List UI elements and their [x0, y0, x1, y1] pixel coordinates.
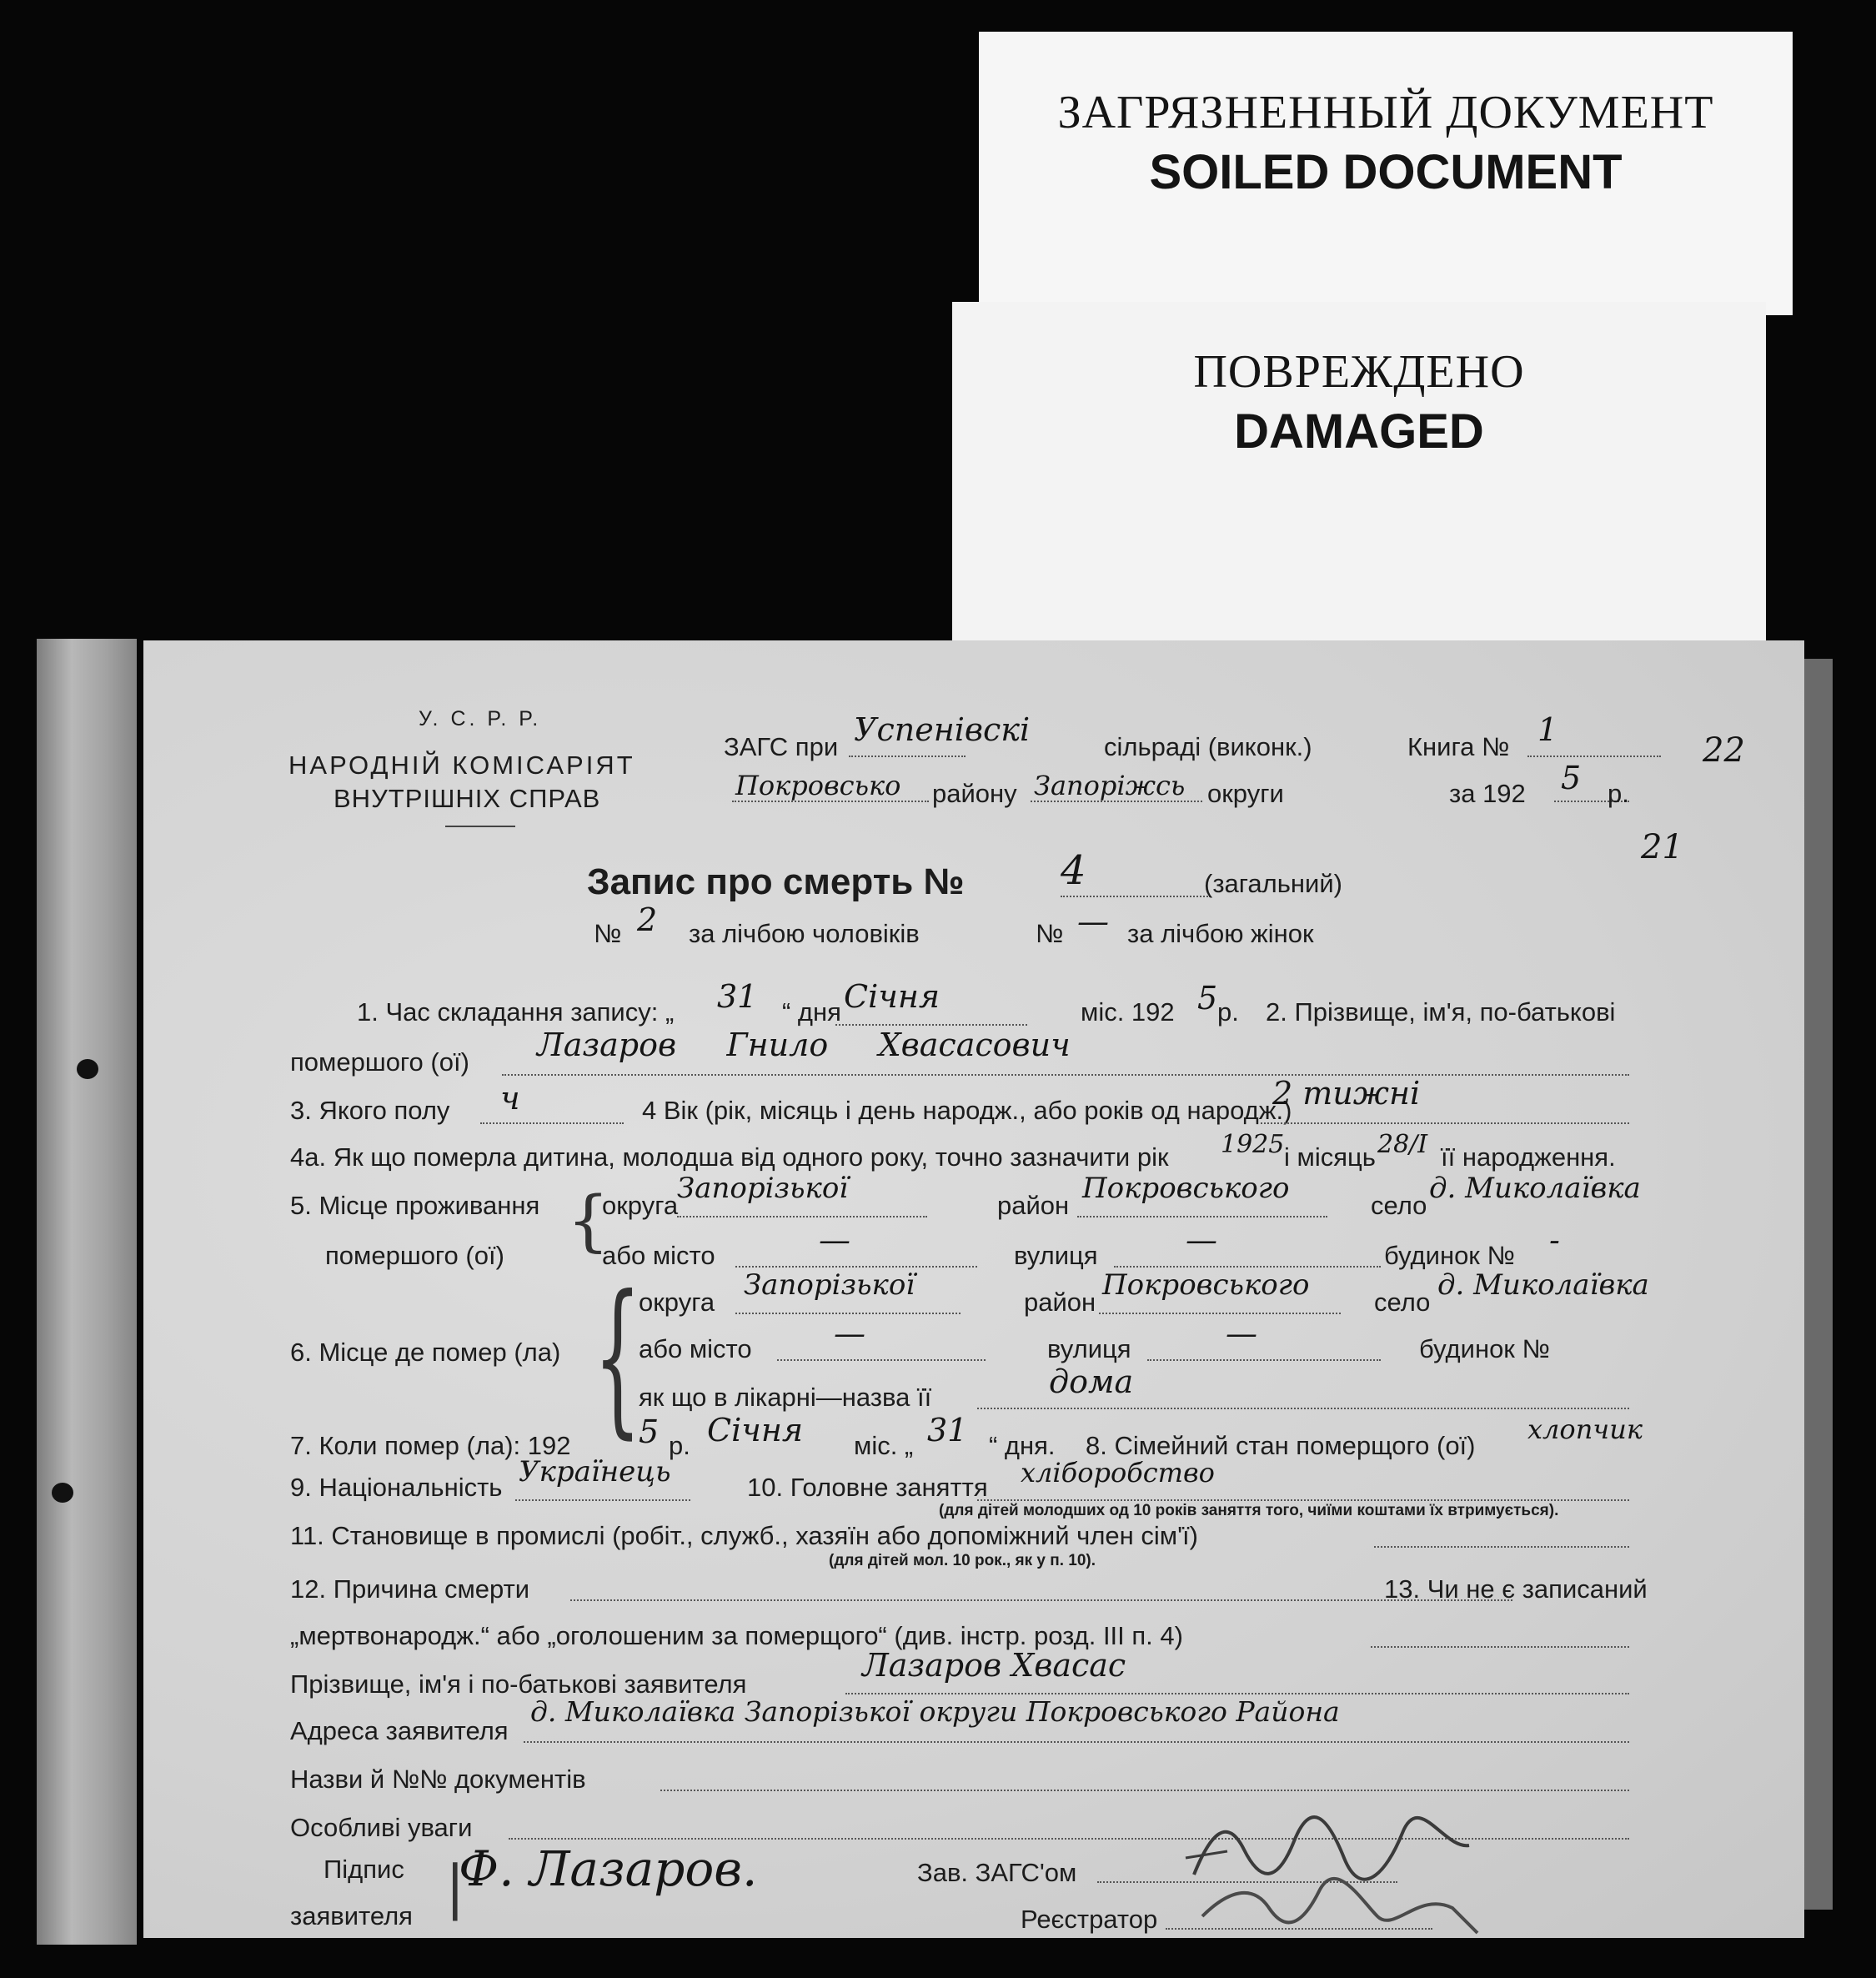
fill-line: [502, 1074, 1629, 1076]
field-10-label: 10. Головне заняття: [747, 1473, 988, 1502]
field-5-rayon: Покровського: [1082, 1172, 1290, 1205]
year-value: 5: [1561, 760, 1582, 796]
field-1-day: 31: [717, 978, 758, 1015]
field-1-day-label: “ дня: [782, 997, 841, 1027]
punch-hole: [77, 1059, 98, 1079]
head-label: Зав. ЗАГС'ом: [917, 1858, 1077, 1887]
card-label-en: DAMAGED: [1234, 404, 1484, 459]
commissariat-label: ВНУТРІШНІХ СПРАВ: [334, 784, 601, 813]
applicant-label: Прізвище, ім'я і по-батькові заявителя: [290, 1669, 747, 1699]
official-signature: [1177, 1800, 1494, 1941]
field-4a-year: 1925: [1221, 1130, 1285, 1159]
fill-line: [845, 1693, 1629, 1694]
brace: {: [567, 1182, 609, 1259]
address-label: Адреса заявителя: [290, 1716, 509, 1745]
field-4-label: 4 Вік (рік, місяць і день народж., або років од народж.): [642, 1096, 1292, 1125]
applicant-signature: Ф. Лазаров.: [459, 1840, 758, 1897]
field-5-rayon-label: район: [997, 1191, 1070, 1220]
field-5-selo-label: село: [1371, 1191, 1427, 1220]
fill-line: [1527, 756, 1661, 757]
field-10-note: (для дітей молодших од 10 років заняття того, чиїми коштами їх втримується).: [939, 1502, 1559, 1519]
fill-line: [660, 1790, 1629, 1791]
field-11-note: (для дітей мол. 10 рок., як у п. 10).: [829, 1552, 1096, 1569]
damaged-card: [952, 302, 1766, 642]
field-5-misto: —: [819, 1222, 850, 1258]
fill-line: [1371, 1646, 1629, 1648]
divider: [445, 826, 515, 827]
corner-number: 21: [1641, 828, 1683, 866]
soiled-document-card: [979, 32, 1793, 315]
field-7-mis: міс. „: [854, 1431, 914, 1460]
zags-value: Успенівскі: [854, 711, 1031, 748]
field-4a-month: 28/I: [1377, 1130, 1428, 1159]
field-7-dnya: “ дня.: [989, 1431, 1056, 1460]
field-5-okrug: Запорізької: [677, 1172, 849, 1205]
field-6-rayon-label: район: [1024, 1288, 1096, 1317]
fill-line: [1147, 1359, 1381, 1361]
field-6-selo: д. Миколаївка: [1437, 1268, 1649, 1302]
field-13-label-2: „мертвонародж.“ або „оголошеним за померщого“ (див. інстр. розд. III п. 4): [290, 1621, 1183, 1650]
fill-line: [570, 1599, 1512, 1601]
fill-line: [1261, 1122, 1629, 1124]
women-suffix: за лічбою жінок: [1127, 919, 1314, 948]
field-5-bud: -: [1549, 1222, 1560, 1258]
field-5-okrug-label: округа: [602, 1191, 679, 1220]
field-6-vul-label: вулиця: [1047, 1334, 1131, 1363]
field-5-misto-label: або місто: [602, 1241, 715, 1270]
field-11-label: 11. Становище в промислі (робіт., служб., хазяїн або допоміжний член сім'ї): [290, 1521, 1198, 1550]
record-suffix: (загальний): [1204, 869, 1342, 898]
field-1-year: 5: [1197, 980, 1218, 1017]
men-count: 2: [637, 901, 658, 938]
field-5-vul-label: вулиця: [1014, 1241, 1098, 1270]
signature-label-2: заявителя: [290, 1901, 413, 1930]
record-number: 4: [1061, 847, 1086, 894]
field-1-month: Січня: [844, 978, 941, 1015]
fill-line: [849, 756, 966, 757]
punch-hole: [52, 1483, 73, 1503]
field-5-label: 5. Місце проживання: [290, 1191, 540, 1220]
field-5-vul: —: [1186, 1222, 1217, 1258]
field-6-selo-label: село: [1374, 1288, 1431, 1317]
field-6-misto: —: [834, 1315, 865, 1352]
signature-label: Підпис: [324, 1855, 404, 1884]
field-7-day: 31: [927, 1412, 968, 1448]
field-6-likarnya: дома: [1049, 1363, 1134, 1400]
applicant-name: Лазаров Хвасас: [862, 1647, 1126, 1684]
field-5-selo: д. Миколаївка: [1429, 1172, 1641, 1205]
commissariat-label: НАРОДНІЙ КОМІСАРІЯТ: [288, 751, 635, 780]
binding-spine: [37, 639, 137, 1945]
fill-line: [977, 1408, 1629, 1409]
district-value: Покровсько: [735, 770, 901, 801]
fill-line: [677, 1216, 927, 1217]
fill-line: [732, 801, 929, 802]
field-6-vul: —: [1226, 1315, 1257, 1352]
field-6-label: 6. Місце де помер (ла): [290, 1338, 561, 1367]
field-4a-label: 4а. Як що померла дитина, молодша від одного року, точно зазначити рік: [290, 1142, 1169, 1172]
fill-line: [735, 1313, 961, 1314]
fill-line: [1031, 801, 1202, 802]
field-2-label: 2. Прізвище, ім'я, по-батькові: [1266, 997, 1616, 1027]
documents-label: Назви й №№ документів: [290, 1765, 586, 1794]
field-5-label-2: помершого (ої): [325, 1241, 504, 1270]
year-label: за 192: [1449, 779, 1526, 808]
field-7-year: 5: [639, 1413, 660, 1450]
field-5-bud-label: будинок №: [1384, 1241, 1515, 1270]
brace: {: [594, 1260, 642, 1454]
book-label: Книга №: [1407, 732, 1510, 761]
field-7-r: р.: [669, 1431, 690, 1460]
field-12-label: 12. Причина смерти: [290, 1574, 530, 1604]
field-3-label: 3. Якого полу: [290, 1096, 450, 1125]
field-13-label: 13. Чи не є записаний: [1384, 1574, 1648, 1604]
field-8-label: 8. Сімейний стан померщого (ої): [1086, 1431, 1476, 1460]
zags-label: ЗАГС при: [724, 732, 839, 761]
death-record-form: [143, 640, 1804, 1938]
book-number: 1: [1537, 711, 1558, 748]
fill-line: [1077, 1216, 1327, 1217]
page-edge: [1804, 659, 1833, 1910]
field-9-label: 9. Національність: [290, 1473, 503, 1502]
card-label-en: SOILED DOCUMENT: [1149, 145, 1623, 199]
fill-line: [524, 1741, 1629, 1743]
state-label: У. С. Р. Р.: [419, 707, 542, 730]
men-suffix: за лічбою чоловіків: [689, 919, 920, 948]
field-7-label: 7. Коли помер (ла): 192: [290, 1431, 571, 1460]
field-3-value: ч: [500, 1080, 520, 1117]
fill-line: [1099, 1313, 1341, 1314]
corner-number: 22: [1703, 731, 1745, 770]
deceased-name: Лазаров Гнило Хвасасович: [537, 1027, 1071, 1063]
okrug-label: округи: [1207, 779, 1284, 808]
women-count: —: [1077, 903, 1109, 940]
field-2-label-2: помершого (ої): [290, 1047, 469, 1077]
field-6-bud-label: будинок №: [1419, 1334, 1550, 1363]
women-label: №: [1036, 919, 1064, 948]
fill-line: [480, 1122, 624, 1124]
fill-line: [777, 1359, 986, 1361]
field-4a-suffix: її народження.: [1441, 1142, 1616, 1172]
field-6-likarnya-label: як що в лікарні—назва її: [639, 1383, 932, 1412]
silrada-label: сільраді (виконк.): [1104, 732, 1312, 761]
field-6-rayon: Покровського: [1102, 1268, 1310, 1302]
field-4a-month-label: і місяць: [1284, 1142, 1376, 1172]
okrug-value: Запоріжсь: [1034, 770, 1186, 801]
fill-line: [835, 1024, 1027, 1026]
fill-line: [735, 1266, 977, 1268]
field-6-misto-label: або місто: [639, 1334, 752, 1363]
field-6-okrug: Запорізької: [744, 1268, 915, 1302]
field-4-value: 2 тижні: [1272, 1075, 1421, 1112]
fill-line: [977, 1499, 1629, 1501]
district-label: району: [932, 779, 1017, 808]
field-10-value: хліборобство: [1021, 1457, 1215, 1489]
record-title: Запис про смерть №: [587, 861, 965, 902]
fill-line: [1114, 1266, 1381, 1268]
applicant-address: д. Миколаївка Запорізької округи Покровського Района: [530, 1695, 1340, 1728]
registrar-label: Реєстратор: [1021, 1905, 1158, 1934]
field-9-value: Українець: [519, 1455, 671, 1489]
field-6-okrug-label: округа: [639, 1288, 715, 1317]
fill-line: [515, 1499, 690, 1501]
fill-line: [1061, 896, 1211, 897]
card-label-ru: ПОВРЕЖДЕНО: [1193, 346, 1525, 398]
field-1-year-suffix: р.: [1217, 997, 1239, 1027]
notes-label: Особливі уваги: [290, 1813, 473, 1842]
year-suffix: р.: [1608, 779, 1629, 808]
fill-line: [1374, 1546, 1629, 1548]
field-1-year-label: міс. 192: [1081, 997, 1175, 1027]
men-label: №: [594, 919, 622, 948]
card-label-ru: ЗАГРЯЗНЕННЫЙ ДОКУМЕНТ: [1057, 87, 1714, 138]
field-1-label: 1. Час складання запису: „: [357, 997, 675, 1027]
brace: |: [445, 1853, 465, 1921]
field-7-month: Січня: [707, 1412, 804, 1448]
field-8-value: хлопчик: [1527, 1413, 1643, 1445]
